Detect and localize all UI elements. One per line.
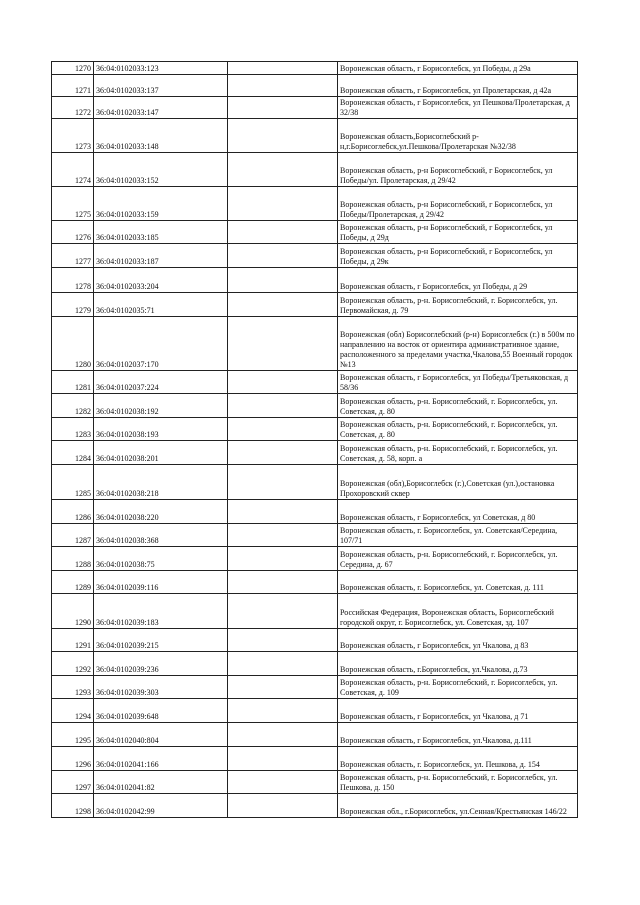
table-row [52, 547, 578, 571]
cadastral-number-cell: 36:04:0102033:148 [94, 119, 228, 153]
table-row [52, 500, 578, 524]
cadastral-number-cell: 36:04:0102038:192 [94, 394, 228, 418]
cadastral-number-cell: 36:04:0102038:368 [94, 524, 228, 547]
address-cell: Воронежская область, г Борисоглебск, ул Победы, д 29а [338, 62, 578, 75]
cadastral-number-cell: 36:04:0102041:82 [94, 771, 228, 794]
address-cell: Российская Федерация, Воронежская область, Борисоглебский городской округ, г. Борисоглебск, ул. Советская, зд. 107 [338, 594, 578, 629]
cadastral-number-cell: 36:04:0102037:170 [94, 317, 228, 371]
cadastral-number-cell: 36:04:0102033:185 [94, 221, 228, 244]
empty-cell [228, 771, 338, 794]
row-number-cell: 1288 [52, 547, 94, 571]
row-number-cell: 1283 [52, 418, 94, 441]
cadastral-number-cell: 36:04:0102035:71 [94, 293, 228, 317]
empty-cell [228, 75, 338, 97]
address-cell: Воронежская область, р-н Борисоглебский, г Борисоглебск, ул Победы, д 29к [338, 244, 578, 268]
row-number-cell: 1292 [52, 652, 94, 676]
table-row [52, 441, 578, 465]
table-row [52, 465, 578, 500]
empty-cell [228, 723, 338, 747]
address-cell: Воронежская область, г. Борисоглебск, ул. Советская, д. 111 [338, 571, 578, 594]
address-cell: Воронежская область, г Борисоглебск, ул Пешкова/Пролетарская, д 32/38 [338, 97, 578, 119]
empty-cell [228, 500, 338, 524]
cadastral-number-cell: 36:04:0102038:193 [94, 418, 228, 441]
row-number-cell: 1291 [52, 629, 94, 652]
table-row [52, 187, 578, 221]
empty-cell [228, 547, 338, 571]
table-row [52, 794, 578, 818]
empty-cell [228, 629, 338, 652]
empty-cell [228, 268, 338, 293]
empty-cell [228, 571, 338, 594]
empty-cell [228, 699, 338, 723]
table-row [52, 394, 578, 418]
table-row [52, 571, 578, 594]
row-number-cell: 1272 [52, 97, 94, 119]
table-row [52, 97, 578, 119]
row-number-cell: 1278 [52, 268, 94, 293]
cadastral-number-cell: 36:04:0102039:236 [94, 652, 228, 676]
cadastral-number-cell: 36:04:0102039:303 [94, 676, 228, 699]
row-number-cell: 1279 [52, 293, 94, 317]
row-number-cell: 1277 [52, 244, 94, 268]
empty-cell [228, 187, 338, 221]
cadastral-number-cell: 36:04:0102038:201 [94, 441, 228, 465]
address-cell: Воронежская область, р-н. Борисоглебский, г. Борисоглебск, ул. Первомайская, д. 79 [338, 293, 578, 317]
address-cell: Воронежская область,Борисоглебский р-н,г.Борисоглебск,ул.Пешкова/Пролетарская №32/38 [338, 119, 578, 153]
address-cell: Воронежская область, г. Борисоглебск, ул. Пешкова, д. 154 [338, 747, 578, 771]
table-row [52, 747, 578, 771]
cadastral-number-cell: 36:04:0102033:123 [94, 62, 228, 75]
row-number-cell: 1290 [52, 594, 94, 629]
row-number-cell: 1293 [52, 676, 94, 699]
table-row [52, 629, 578, 652]
table-row [52, 317, 578, 371]
address-cell: Воронежская область, р-н. Борисоглебский, г. Борисоглебск, ул. Советская, д. 58, корп. а [338, 441, 578, 465]
row-number-cell: 1298 [52, 794, 94, 818]
table-row [52, 75, 578, 97]
table-row [52, 153, 578, 187]
address-cell: Воронежская область, г Борисоглебск, ул Чкалова, д 71 [338, 699, 578, 723]
address-cell: Воронежская область, г Борисоглебск, ул Победы/Третьяковская, д 58/36 [338, 371, 578, 394]
cadastral-number-cell: 36:04:0102037:224 [94, 371, 228, 394]
empty-cell [228, 293, 338, 317]
cadastral-number-cell: 36:04:0102040:804 [94, 723, 228, 747]
table-row [52, 594, 578, 629]
address-cell: Воронежская область, г Борисоглебск, ул.Чкалова, д.111 [338, 723, 578, 747]
row-number-cell: 1271 [52, 75, 94, 97]
row-number-cell: 1273 [52, 119, 94, 153]
empty-cell [228, 119, 338, 153]
row-number-cell: 1285 [52, 465, 94, 500]
table-row [52, 723, 578, 747]
row-number-cell: 1287 [52, 524, 94, 547]
address-cell: Воронежская область, р-н Борисоглебский, г Борисоглебск, ул Победы/ул. Пролетарская, д 29/42 [338, 153, 578, 187]
cadastral-number-cell: 36:04:0102042:99 [94, 794, 228, 818]
address-cell: Воронежская (обл) Борисоглебский (р-н) Борисоглебск (г.) в 500м по направлению на восток от ориентира административное здание, расположенного за пределами участка,Чкалова,55 Военный городок №13 [338, 317, 578, 371]
empty-cell [228, 747, 338, 771]
row-number-cell: 1281 [52, 371, 94, 394]
empty-cell [228, 418, 338, 441]
row-number-cell: 1294 [52, 699, 94, 723]
address-cell: Воронежская область, р-н Борисоглебский, г Борисоглебск, ул Победы/Пролетарская, д 29/42 [338, 187, 578, 221]
address-cell: Воронежская область, г. Борисоглебск, ул. Советская/Середина, 107/71 [338, 524, 578, 547]
table-row [52, 268, 578, 293]
row-number-cell: 1280 [52, 317, 94, 371]
cadastral-number-cell: 36:04:0102033:204 [94, 268, 228, 293]
address-cell: Воронежская (обл),Борисоглебск (г.),Советская (ул.),остановка Прохоровский сквер [338, 465, 578, 500]
table-row [52, 771, 578, 794]
row-number-cell: 1274 [52, 153, 94, 187]
row-number-cell: 1276 [52, 221, 94, 244]
row-number-cell: 1284 [52, 441, 94, 465]
empty-cell [228, 97, 338, 119]
cadastral-number-cell: 36:04:0102033:159 [94, 187, 228, 221]
table-row [52, 62, 578, 75]
row-number-cell: 1270 [52, 62, 94, 75]
address-cell: Воронежская область, р-н. Борисоглебский, г. Борисоглебск, ул. Пешкова, д. 150 [338, 771, 578, 794]
table-row [52, 652, 578, 676]
cadastral-number-cell: 36:04:0102041:166 [94, 747, 228, 771]
address-cell: Воронежская область, г Борисоглебск, ул Советская, д 80 [338, 500, 578, 524]
table-row [52, 699, 578, 723]
cadastral-number-cell: 36:04:0102033:147 [94, 97, 228, 119]
empty-cell [228, 465, 338, 500]
address-cell: Воронежская область, р-н. Борисоглебский, г. Борисоглебск, ул. Советская, д. 80 [338, 418, 578, 441]
row-number-cell: 1289 [52, 571, 94, 594]
empty-cell [228, 221, 338, 244]
address-cell: Воронежская область, р-н. Борисоглебский, г. Борисоглебск, ул. Советская, д. 80 [338, 394, 578, 418]
table-row [52, 418, 578, 441]
address-cell: Воронежская область, г Борисоглебск, ул Победы, д 29 [338, 268, 578, 293]
empty-cell [228, 794, 338, 818]
address-cell: Воронежская область, р-н Борисоглебский, г Борисоглебск, ул Победы, д 29д [338, 221, 578, 244]
empty-cell [228, 441, 338, 465]
empty-cell [228, 594, 338, 629]
cadastral-number-cell: 36:04:0102033:187 [94, 244, 228, 268]
row-number-cell: 1275 [52, 187, 94, 221]
table-row [52, 244, 578, 268]
cadastral-number-cell: 36:04:0102039:215 [94, 629, 228, 652]
empty-cell [228, 394, 338, 418]
cadastral-number-cell: 36:04:0102038:218 [94, 465, 228, 500]
empty-cell [228, 652, 338, 676]
empty-cell [228, 62, 338, 75]
empty-cell [228, 153, 338, 187]
table-row [52, 524, 578, 547]
row-number-cell: 1286 [52, 500, 94, 524]
cadastral-number-cell: 36:04:0102033:137 [94, 75, 228, 97]
empty-cell [228, 524, 338, 547]
table-row [52, 293, 578, 317]
empty-cell [228, 676, 338, 699]
empty-cell [228, 244, 338, 268]
address-cell: Воронежская область, г Борисоглебск, ул Чкалова, д 83 [338, 629, 578, 652]
row-number-cell: 1295 [52, 723, 94, 747]
table-row [52, 119, 578, 153]
address-cell: Воронежская область, г Борисоглебск, ул Пролетарская, д 42а [338, 75, 578, 97]
table-row [52, 676, 578, 699]
address-cell: Воронежская область, р-н. Борисоглебский, г. Борисоглебск, ул. Середина, д. 67 [338, 547, 578, 571]
table-row [52, 371, 578, 394]
table-row [52, 221, 578, 244]
empty-cell [228, 317, 338, 371]
empty-cell [228, 371, 338, 394]
cadastral-number-cell: 36:04:0102038:220 [94, 500, 228, 524]
address-cell: Воронежская область, р-н. Борисоглебский, г. Борисоглебск, ул. Советская, д. 109 [338, 676, 578, 699]
registry-table [51, 61, 578, 818]
row-number-cell: 1297 [52, 771, 94, 794]
address-cell: Воронежская обл., г.Борисоглебск, ул.Сенная/Крестьянская 146/22 [338, 794, 578, 818]
row-number-cell: 1296 [52, 747, 94, 771]
row-number-cell: 1282 [52, 394, 94, 418]
cadastral-number-cell: 36:04:0102039:648 [94, 699, 228, 723]
cadastral-number-cell: 36:04:0102039:183 [94, 594, 228, 629]
cadastral-number-cell: 36:04:0102033:152 [94, 153, 228, 187]
cadastral-number-cell: 36:04:0102038:75 [94, 547, 228, 571]
registry-table-body [52, 62, 578, 818]
address-cell: Воронежская область, г.Борисоглебск, ул.Чкалова, д.73 [338, 652, 578, 676]
cadastral-number-cell: 36:04:0102039:116 [94, 571, 228, 594]
